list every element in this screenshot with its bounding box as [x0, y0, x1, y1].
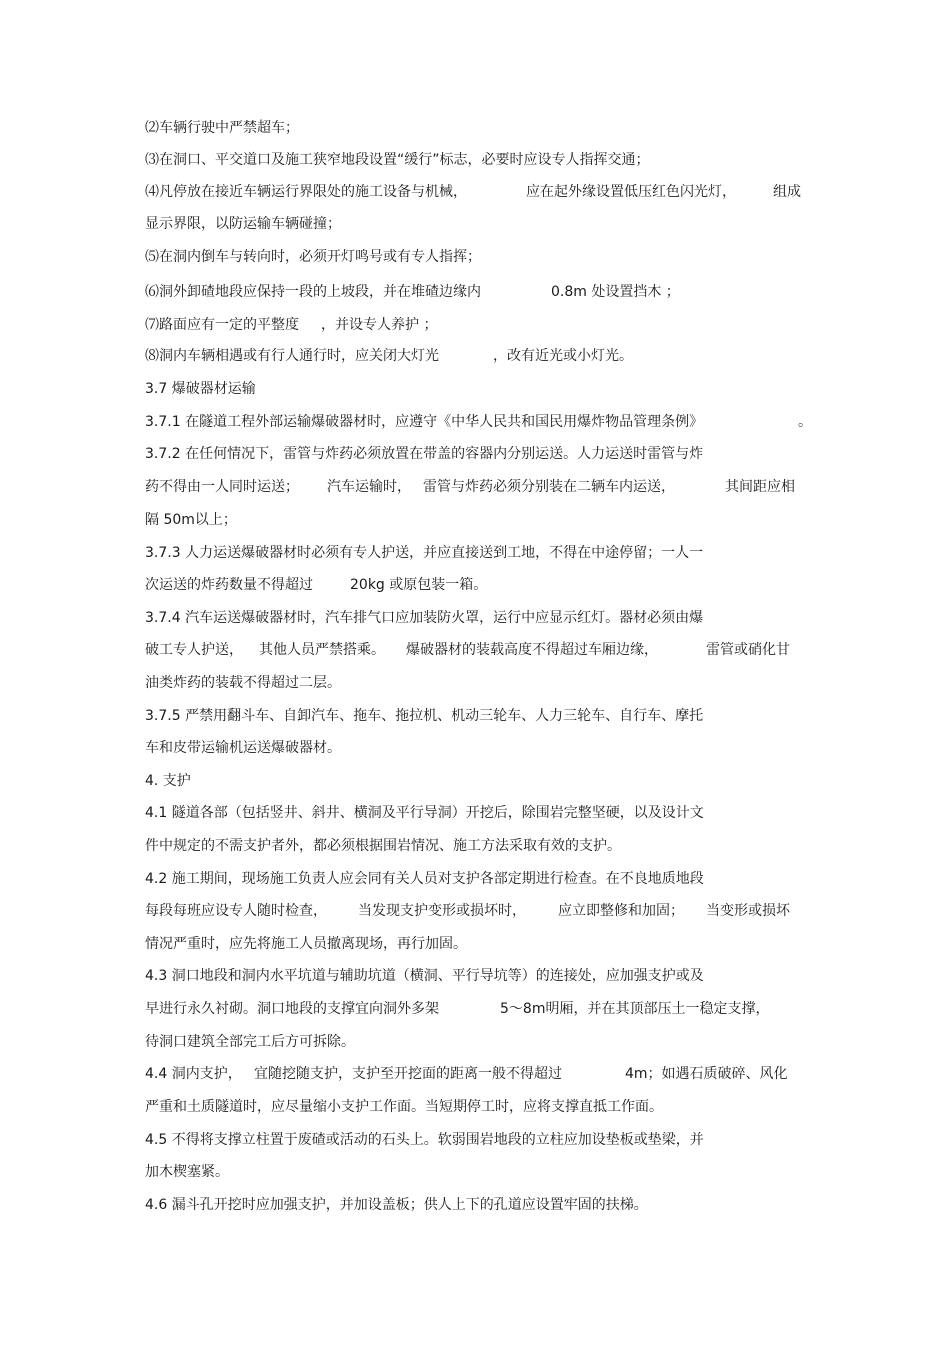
- text-segment: 4.3 洞口地段和洞内水平坑道与辅助坑道（横洞、平行导坑等）的连接处，应加强支护或及: [145, 968, 704, 984]
- text-segment: ⑶在洞口、平交道口及施工狭窄地段设置“缓行”标志，必要时应设专人指挥交通；: [145, 152, 650, 168]
- text-segment: 4.5 不得将支撑立柱置于废碴或活动的石头上。软弱围岩地段的立柱应加设垫板或垫梁，并: [145, 1132, 704, 1148]
- text-segment: 每段每班应设专人随时检查，: [145, 903, 327, 919]
- text-segment: 3.7.3 人力运送爆破器材时必须有专人护送，并应直接送到工地，不得在中途停留；一人一: [145, 545, 704, 561]
- text-segment: 雷管与炸药必须分别装在二辆车内运送，: [423, 479, 675, 495]
- text-segment: 4.4 洞内支护，: [145, 1066, 242, 1082]
- text-segment: ⑻洞内车辆相遇或有行人通行时，应关闭大灯光: [145, 348, 439, 364]
- text-segment: 0.8m 处设置挡木 ；: [551, 284, 680, 300]
- text-segment: ⑷凡停放在接近车辆运行界限处的施工设备与机械，: [145, 184, 467, 200]
- text-segment: 5～8m明厢，并在其顶部压土一稳定支撑，: [500, 1001, 770, 1017]
- text-segment: 情况严重时，应先将施工人员撤离现场，再行加固。: [145, 936, 467, 952]
- text-segment: 3.7 爆破器材运输: [145, 381, 256, 397]
- text-segment: 其他人员严禁搭乘。: [259, 642, 385, 658]
- text-segment: 应立即整修和加固；: [558, 903, 684, 919]
- text-segment: ⑺路面应有一定的平整度: [145, 317, 299, 333]
- text-segment: 严重和土质隧道时，应尽量缩小支护工作面。当短期停工时，应将支撑直抵工作面。: [145, 1099, 663, 1115]
- text-segment: 当变形或损坏: [706, 903, 790, 919]
- text-segment: ⑸在洞内倒车与转向时，必须开灯鸣号或有专人指挥；: [145, 249, 481, 265]
- text-segment: ，并设专人养护 ；: [321, 317, 438, 333]
- text-segment: 件中规定的不需支护者外，都必须根据围岩情况、施工方法采取有效的支护。: [145, 838, 621, 854]
- text-segment: 车和皮带运输机运送爆破器材。: [145, 740, 341, 756]
- text-segment: 次运送的炸药数量不得超过: [145, 577, 313, 593]
- text-segment: ⑵车辆行驶中严禁超车；: [145, 120, 299, 136]
- text-segment: 当发现支护变形或损坏时，: [358, 903, 526, 919]
- text-segment: 早进行永久衬砌。洞口地段的支撑宜向洞外多架: [145, 1001, 439, 1017]
- text-segment: 4.2 施工期间，现场施工负责人应会同有关人员对支护各部定期进行检查。在不良地质地段: [145, 871, 704, 887]
- text-segment: 3.7.5 严禁用翻斗车、自卸汽车、拖车、拖拉机、机动三轮车、人力三轮车、自行车、摩托: [145, 708, 704, 724]
- text-segment: 20kg 或原包装一箱。: [350, 577, 488, 593]
- text-segment: 待洞口建筑全部完工后方可拆除。: [145, 1034, 355, 1050]
- text-segment: 4. 支护: [145, 773, 191, 789]
- text-segment: 3.7.2 在任何情况下，雷管与炸药必须放置在带盖的容器内分别运送。人力运送时雷管与炸: [145, 446, 704, 462]
- text-segment: 爆破器材的装载高度不得超过车厢边缘，: [406, 642, 658, 658]
- text-segment: 隔 50m以上；: [145, 512, 237, 528]
- text-segment: 4m；如遇石质破碎、风化: [625, 1066, 788, 1082]
- text-segment: 其间距应相: [725, 479, 795, 495]
- text-segment: 药不得由一人同时运送；: [145, 479, 299, 495]
- text-segment: 破工专人护送，: [145, 642, 243, 658]
- text-segment: 油类炸药的装载不得超过二层。: [145, 675, 341, 691]
- text-segment: ⑹洞外卸碴地段应保持一段的上坡段，并在堆碴边缘内: [145, 284, 481, 300]
- text-segment: ，改有近光或小灯光。: [493, 348, 633, 364]
- text-segment: 雷管或硝化甘: [706, 642, 790, 658]
- text-segment: 组成: [773, 184, 801, 200]
- text-segment: 显示界限，以防运输车辆碰撞；: [145, 216, 341, 232]
- text-segment: 3.7.4 汽车运送爆破器材时，汽车排气口应加装防火罩，运行中应显示红灯。器材必须由爆: [145, 610, 704, 626]
- text-segment: 3.7.1 在隧道工程外部运输爆破器材时，应遵守《中华人民共和国民用爆炸物品管理条例》: [145, 414, 704, 430]
- text-segment: 加木楔塞紧。: [145, 1164, 229, 1180]
- text-segment: 应在起外缘设置低压红色闪光灯，: [526, 184, 736, 200]
- text-segment: 汽车运输时，: [327, 479, 411, 495]
- text-segment: 4.1 隧道各部（包括竖井、斜井、横洞及平行导洞）开挖后，除围岩完整坚硬，以及设计文: [145, 805, 704, 821]
- text-segment: 。: [798, 414, 812, 430]
- text-segment: 4.6 漏斗孔开挖时应加强支护，并加设盖板；供人上下的孔道应设置牢固的扶梯。: [145, 1197, 648, 1213]
- text-segment: 宜随挖随支护，支护至开挖面的距离一般不得超过: [254, 1066, 562, 1082]
